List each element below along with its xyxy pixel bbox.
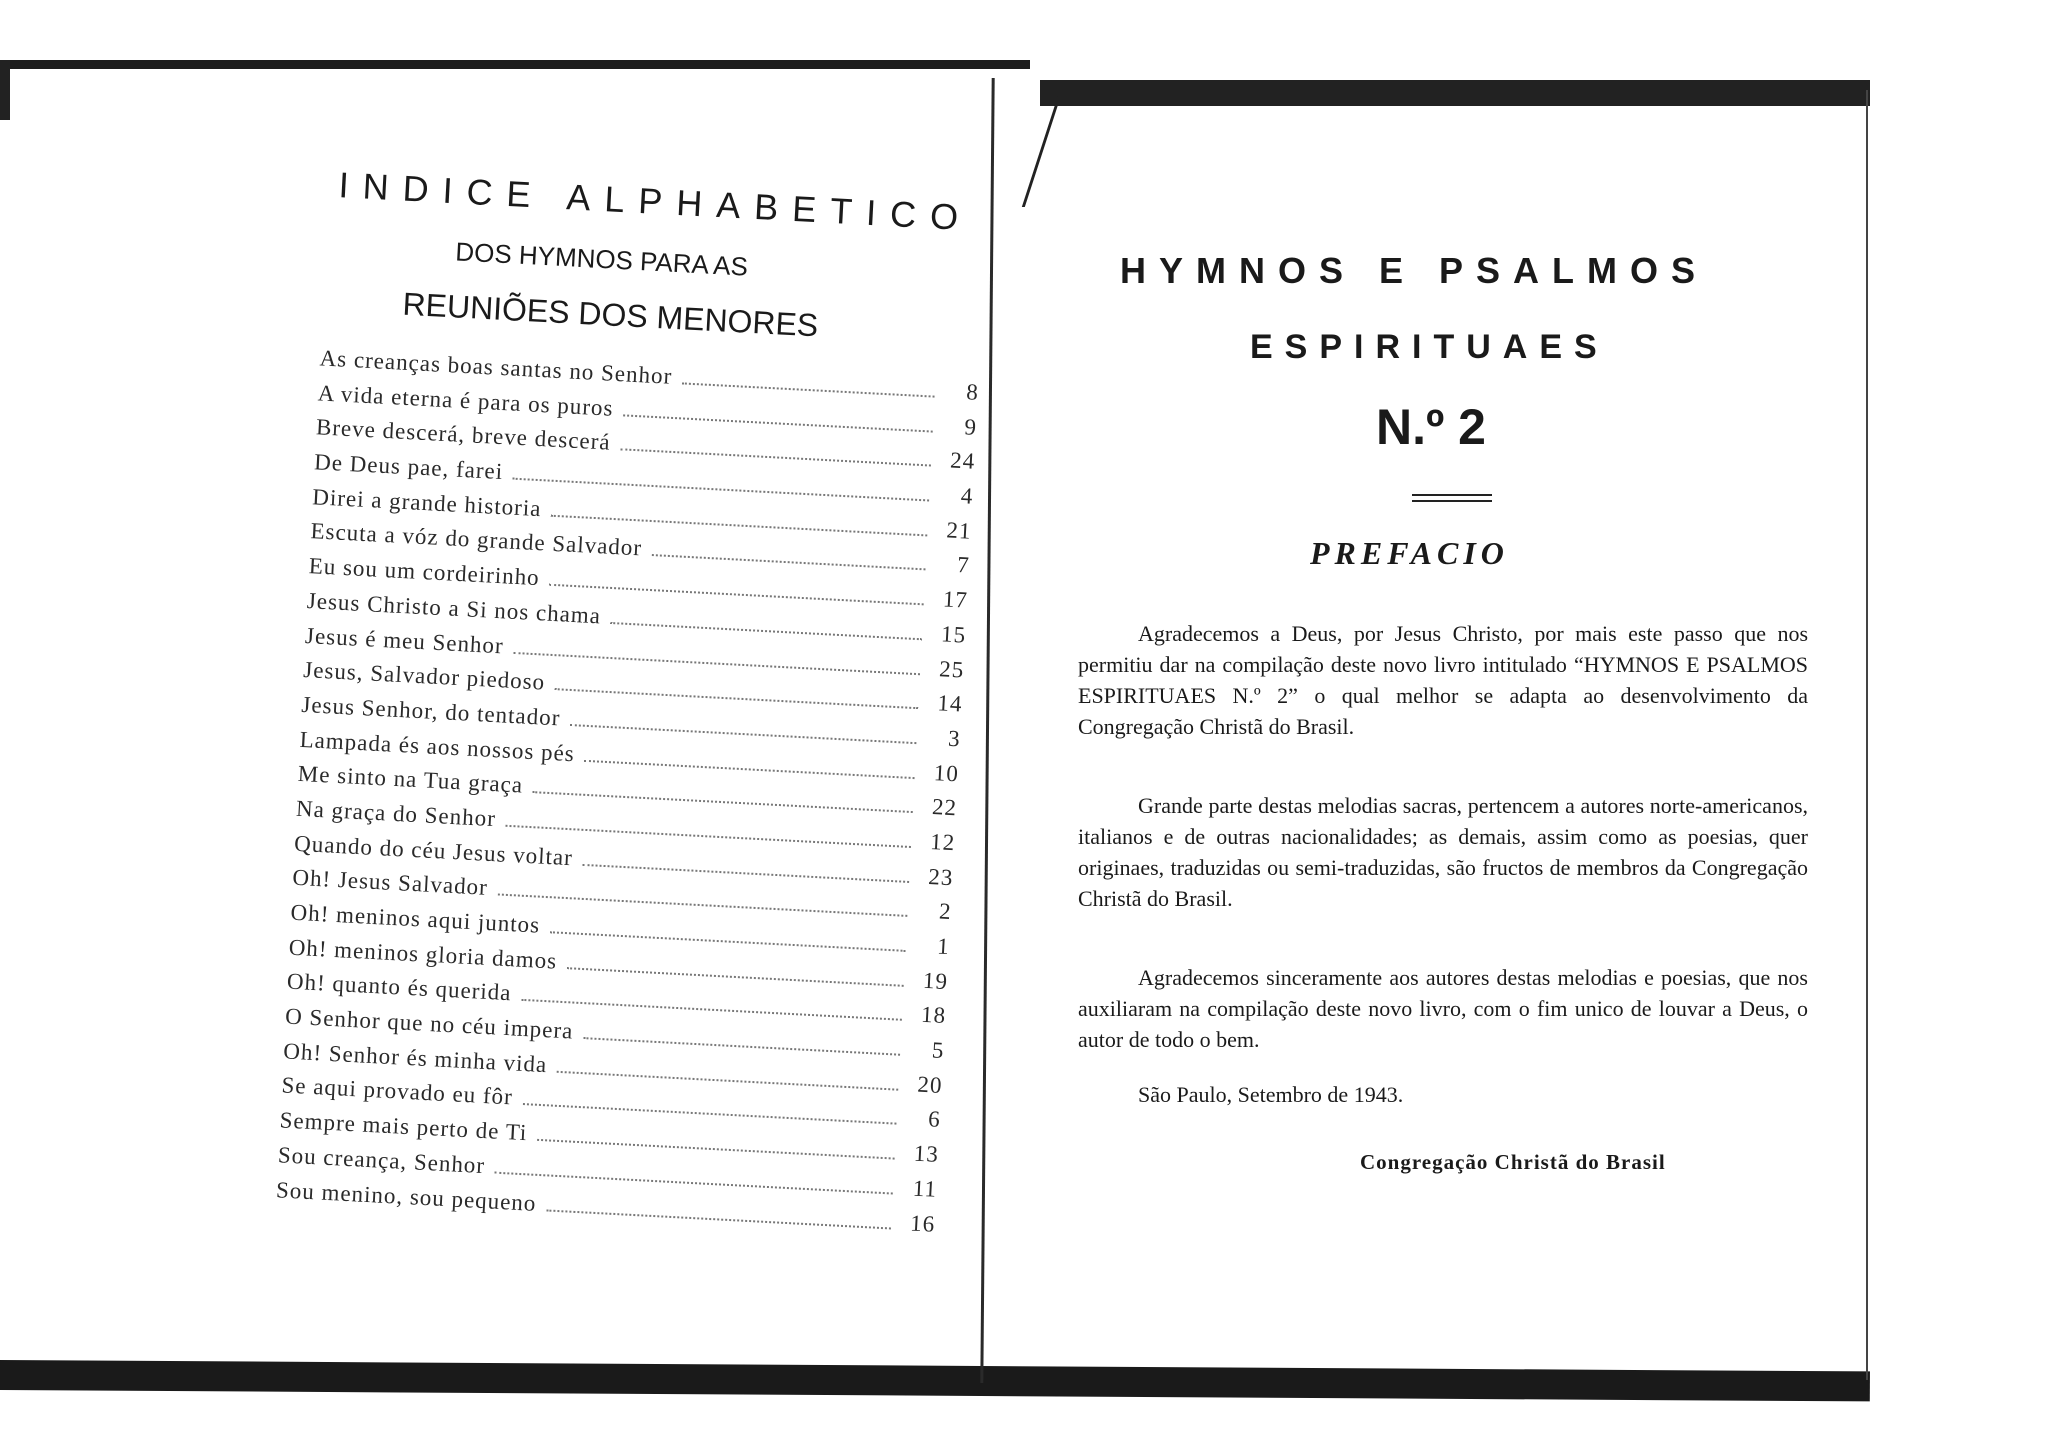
index-entry-number: 20 xyxy=(916,1071,944,1098)
index-entry-number: 8 xyxy=(965,379,980,405)
index-entry-dot-leader xyxy=(611,622,922,640)
index-entry-number: 7 xyxy=(956,552,971,579)
index-entry-number: 22 xyxy=(931,794,958,821)
index-entry-number: 6 xyxy=(927,1106,942,1133)
index-entry-number: 14 xyxy=(936,690,964,717)
index-entry-title: Sempre mais perto de Ti xyxy=(279,1107,528,1146)
index-entry-title: Oh! meninos aqui juntos xyxy=(290,899,541,938)
index-entry-dot-leader xyxy=(549,584,923,606)
index-subtitle-line2: REUNIÕES DOS MENORES xyxy=(401,285,820,344)
scan-frame-top-right xyxy=(1040,80,1870,106)
index-entry-title: Eu sou um cordeirinho xyxy=(308,553,541,591)
scan-frame-top-left xyxy=(0,60,1030,69)
double-rule-bottom xyxy=(1412,500,1492,502)
index-entry-title: Direi a grande historia xyxy=(311,483,543,521)
index-entry-number: 10 xyxy=(933,759,960,786)
preface-paragraph-1: Agradecemos a Deus, por Jesus Christo, por mais este passo que nos permitiu dar na compilação deste novo livro intitulado “HYMNOS E PSALMOS ESPIRITUAES N.º 2” o qual melhor se adapta ao desenvolvimento da Congregação Christã do Brasil. xyxy=(1078,621,1808,739)
scan-frame-left-edge xyxy=(0,60,10,120)
index-entry-title: Breve descerá, breve descerá xyxy=(315,414,612,456)
index-entry-dot-leader xyxy=(533,791,913,813)
index-entry-title: As creanças boas santas no Senhor xyxy=(319,345,673,389)
index-entry-dot-leader xyxy=(582,863,909,882)
index-entry-title: Oh! meninos gloria damos xyxy=(288,934,558,974)
index-entry-dot-leader xyxy=(555,688,918,709)
index-entry-title: A vida eterna é para os puros xyxy=(317,380,615,421)
index-entry-title: Jesus é meu Senhor xyxy=(304,622,505,658)
index-entry-title: O Senhor que no céu impera xyxy=(284,1003,575,1044)
index-list xyxy=(275,345,979,1246)
index-entry-title: Jesus, Salvador piedoso xyxy=(302,657,546,695)
index-entry-title: Me sinto na Tua graça xyxy=(297,761,524,798)
index-entry-dot-leader xyxy=(570,724,916,744)
index-entry-number: 21 xyxy=(945,517,973,544)
index-entry-title: Jesus Christo a Si nos chama xyxy=(306,587,602,629)
index-entry-number: 1 xyxy=(936,933,951,960)
index-entry-title: Lampada és aos nossos pés xyxy=(299,726,576,766)
double-rule-top xyxy=(1412,494,1492,496)
index-entry-dot-leader xyxy=(550,931,906,952)
index-entry-number: 25 xyxy=(938,655,965,683)
index-entry-dot-leader xyxy=(682,382,935,397)
page-right-edge xyxy=(1866,90,1868,1380)
index-entry-number: 12 xyxy=(929,828,956,856)
left-page-index xyxy=(202,160,999,1297)
preface-heading: PREFACIO xyxy=(1310,535,1509,571)
index-entry-dot-leader xyxy=(583,1037,900,1056)
volume-number: N.º 2 xyxy=(1376,399,1486,455)
index-entry-dot-leader xyxy=(522,1103,896,1125)
place-date: São Paulo, Setembro de 1943. xyxy=(1138,1082,1404,1107)
book-subtitle: ESPIRITUAES xyxy=(1250,328,1609,366)
index-entry-dot-leader xyxy=(537,1139,895,1160)
index-entry-dot-leader xyxy=(567,967,904,987)
index-entry-dot-leader xyxy=(584,759,914,778)
index-entry-dot-leader xyxy=(557,1071,898,1091)
book-title: HYMNOS E PSALMOS xyxy=(1120,250,1709,291)
index-subtitle-line1: DOS HYMNOS PARA AS xyxy=(454,236,749,282)
index-entry-title: Oh! quanto és querida xyxy=(286,968,513,1006)
index-entry-dot-leader xyxy=(546,1209,891,1229)
page-fold-mark xyxy=(1022,95,1131,207)
index-entry-number: 4 xyxy=(960,483,975,509)
index-entry-dot-leader xyxy=(623,414,933,432)
index-entry-number: 16 xyxy=(909,1210,936,1237)
index-entry-number: 15 xyxy=(940,621,967,648)
preface-paragraph-2: Grande parte destas melodias sacras, pertencem a autores norte-americanos, italianos e de outras nacionalidades; as demais, assim como as poesias, quer originaes, traduzidas ou semi-traduzidas, são fructos de membros da Congregação Christã do Brasil. xyxy=(1078,793,1808,911)
preface-paragraph-3: Agradecemos sinceramente aos autores destas melodias e poesias, que nos auxiliaram na compilação deste novo livro, com o fim unico de louvar a Deus, o autor de todo o bem. xyxy=(1078,965,1808,1052)
index-entry-title: Se aqui provado eu fôr xyxy=(280,1072,514,1110)
index-entry-title: Quando do céu Jesus voltar xyxy=(293,830,574,870)
index-entry-number: 23 xyxy=(927,863,955,890)
index-entry-dot-leader xyxy=(551,514,927,536)
index-entry-number: 2 xyxy=(938,898,953,925)
index-entry-title: Na graça do Senhor xyxy=(295,795,497,832)
index-entry-number: 9 xyxy=(963,413,978,440)
index-entry-title: Escuta a vóz do grande Salvador xyxy=(309,518,643,561)
index-entry-number: 11 xyxy=(912,1175,938,1202)
index-entry-number: 5 xyxy=(931,1037,945,1064)
index-entry-dot-leader xyxy=(521,999,902,1021)
index-entry-title: Oh! Senhor és minha vida xyxy=(282,1038,548,1078)
index-entry-title: Sou creança, Senhor xyxy=(277,1142,486,1178)
index-entry-title: Oh! Jesus Salvador xyxy=(291,865,489,901)
index-entry-number: 3 xyxy=(947,725,962,752)
index-entry-number: 17 xyxy=(942,586,969,613)
signature: Congregação Christã do Brasil xyxy=(1360,1150,1666,1174)
index-entry-title: De Deus pae, farei xyxy=(313,449,504,485)
index-entry-number: 13 xyxy=(913,1140,940,1168)
index-entry-number: 24 xyxy=(949,447,976,475)
index-title: INDICE ALPHABETICO xyxy=(337,164,974,239)
index-entry-number: 19 xyxy=(922,967,949,994)
scan-frame-bottom xyxy=(0,1360,1870,1401)
index-entry-dot-leader xyxy=(620,449,931,467)
index-entry-title: Sou menino, sou pequeno xyxy=(275,1176,538,1216)
index-entry-dot-leader xyxy=(652,554,926,570)
index-entry-title: Jesus Senhor, do tentador xyxy=(300,691,562,731)
index-entry-number: 18 xyxy=(920,1002,947,1029)
